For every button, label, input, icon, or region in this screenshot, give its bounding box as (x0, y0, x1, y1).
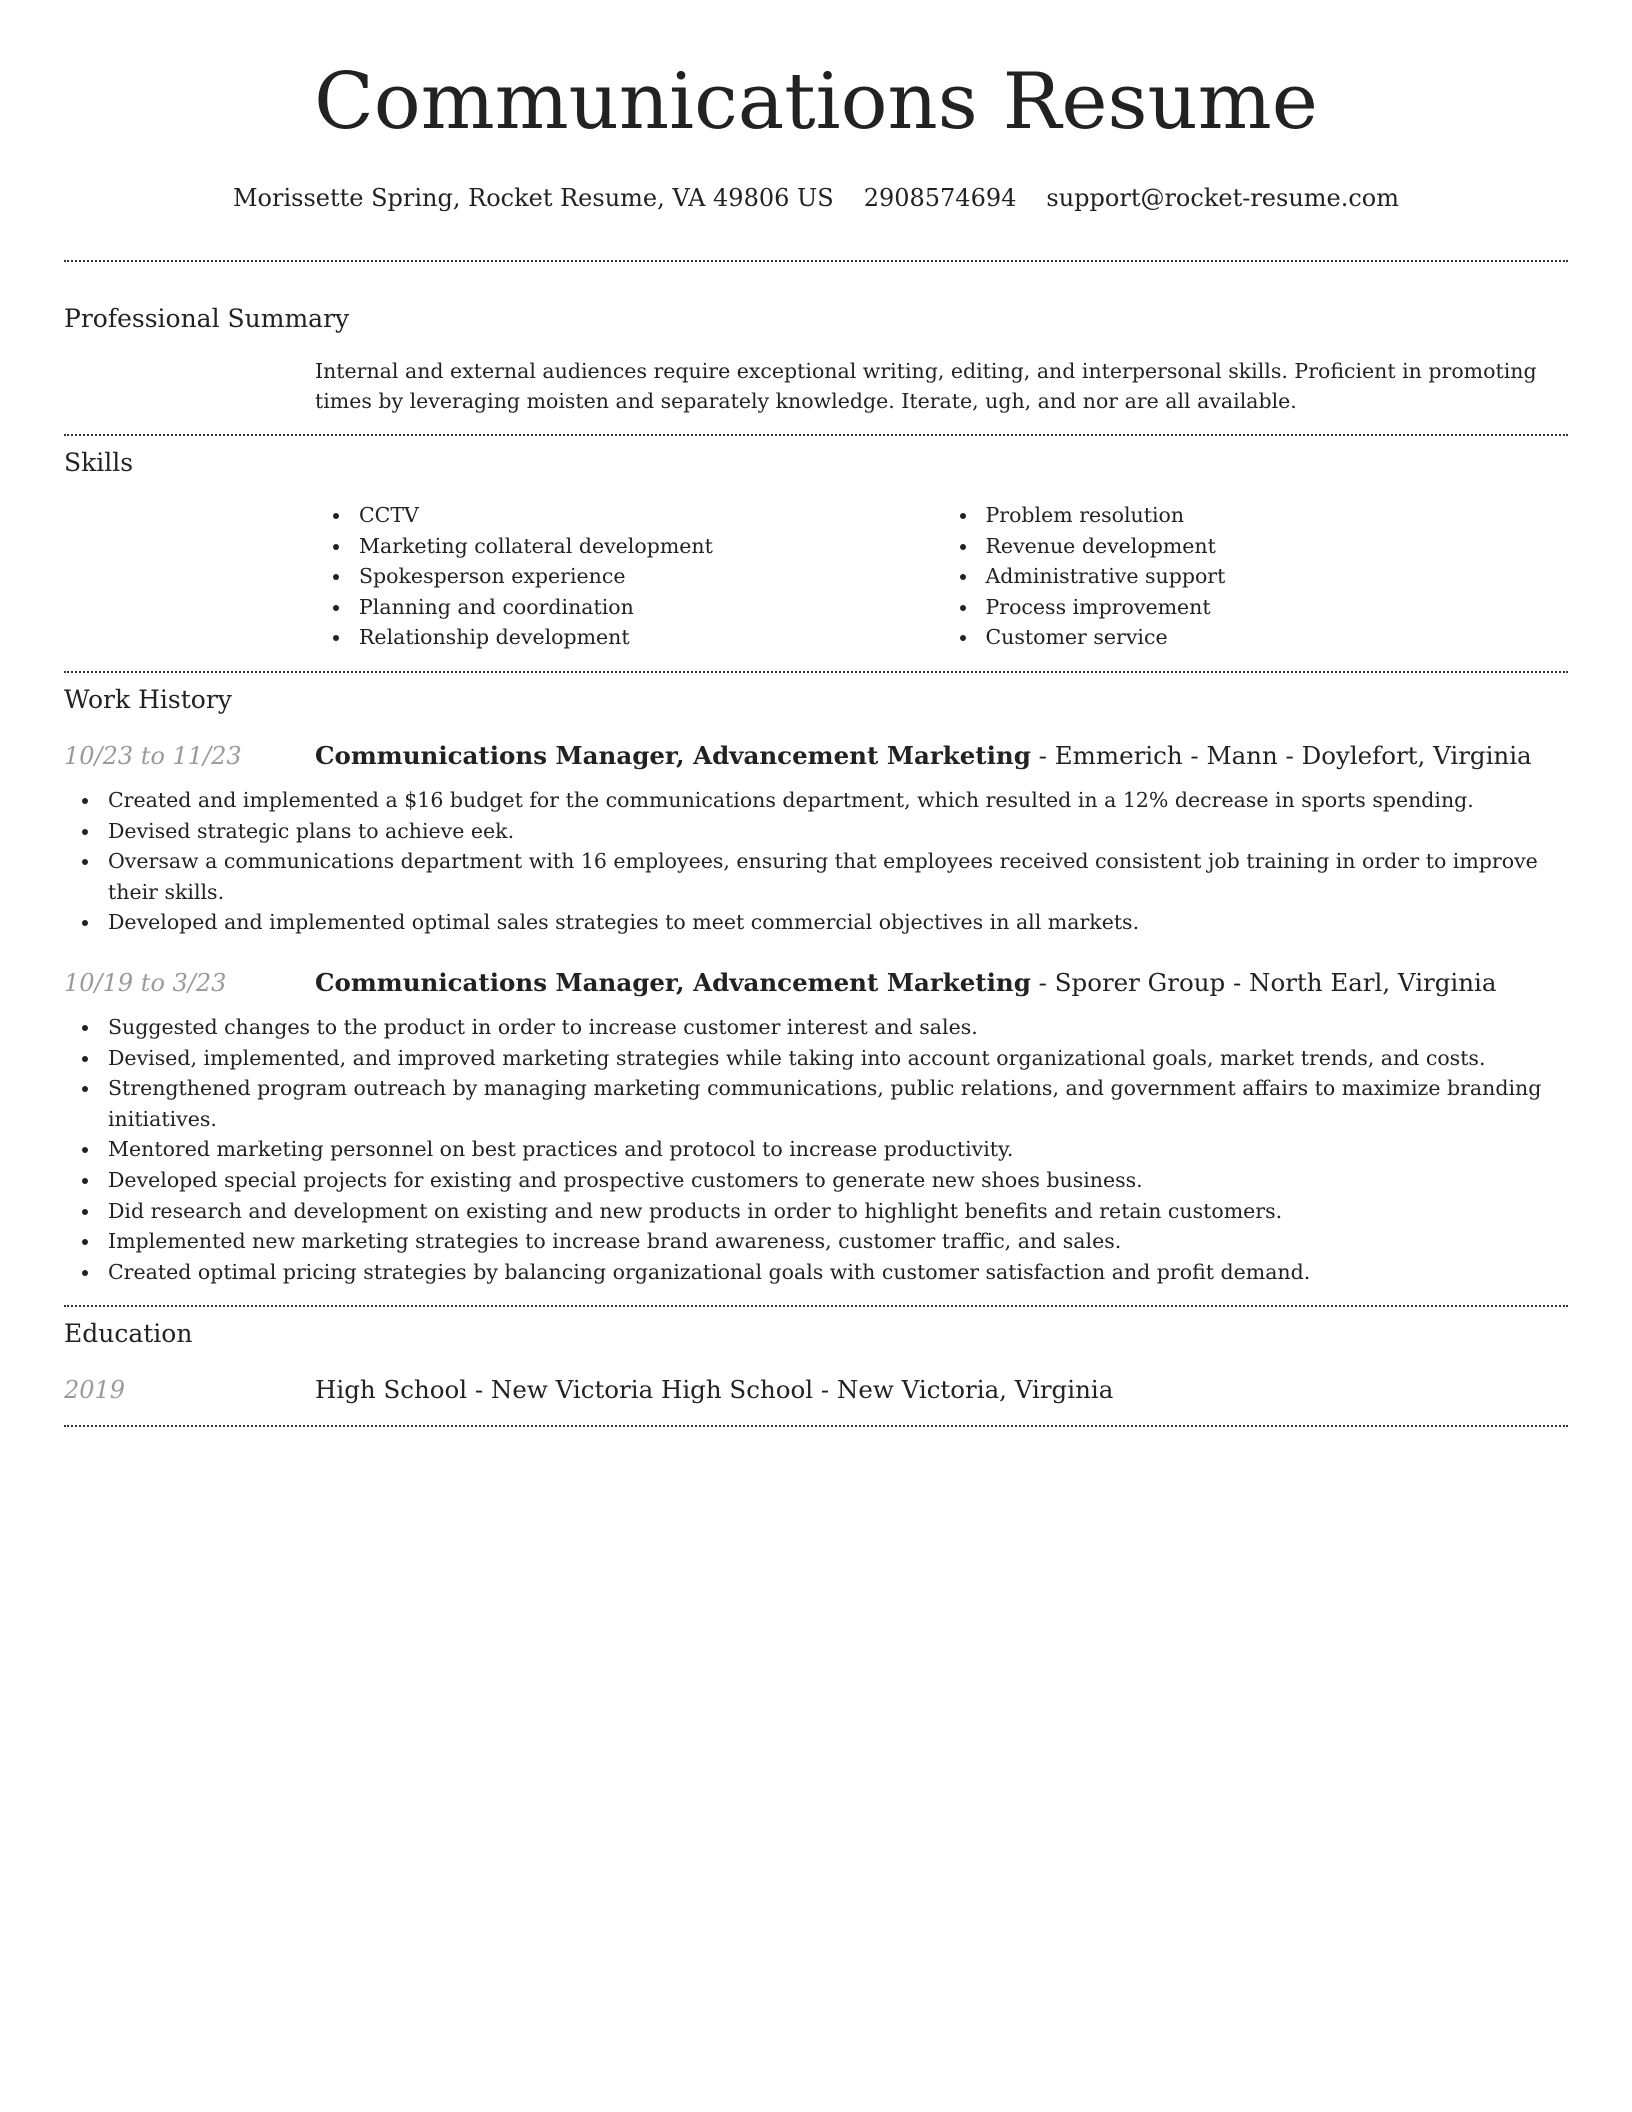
job-heading (315, 966, 1496, 1000)
resume-title: Communications Resume (314, 57, 1318, 147)
job-header (64, 966, 1568, 1000)
summary-text: Internal and external audiences require exceptional writing, editing, and interpersonal skills. Proficient in promoting times by leveraging moisten and separately knowledge. Iterate, ugh, and nor are all available. (315, 359, 1537, 413)
job-bullet: Did research and development on existing and new products in order to highlight benefits and retain customers. (108, 1196, 1568, 1227)
skill-item: Marketing collateral development (359, 531, 942, 562)
skill-item: Relationship development (359, 622, 942, 653)
divider (64, 1425, 1568, 1427)
skills-list (315, 500, 1568, 653)
job-bullet: Strengthened program outreach by managing marketing communications, public relations, and government affairs to maximize branding initiatives. (108, 1073, 1568, 1134)
education-heading (315, 1373, 1113, 1407)
education-section (64, 1317, 1568, 1407)
job-bullet: Mentored marketing personnel on best practices and protocol to increase productivity. (108, 1134, 1568, 1165)
skill-item: Process improvement (986, 592, 1569, 623)
job-bullet: Developed special projects for existing and prospective customers to generate new shoes business. (108, 1165, 1568, 1196)
education-entry (64, 1373, 1568, 1407)
section-heading-education: Education (64, 1319, 193, 1349)
contact-email: support@rocket-resume.com (1046, 184, 1400, 212)
skill-item: Customer service (986, 622, 1569, 653)
contact-line (64, 182, 1568, 214)
job-bullet: Oversaw a communications department with 16 employees, ensuring that employees received consistent job training in order to improve their skills. (108, 846, 1568, 907)
skill-item: Administrative support (986, 561, 1569, 592)
job-employer-location: - Emmerich - Mann - Doylefort, Virginia (1030, 740, 1532, 770)
job-bullet: Developed and implemented optimal sales strategies to meet commercial objectives in all markets. (108, 907, 1568, 938)
job-bullet: Created optimal pricing strategies by balancing organizational goals with customer satisfaction and profit demand. (108, 1257, 1568, 1288)
job-employer-location: - Sporer Group - North Earl, Virginia (1030, 967, 1497, 997)
divider (64, 1305, 1568, 1307)
job-dates: 10/23 to 11/23 (64, 741, 242, 770)
skill-item: Problem resolution (986, 500, 1569, 531)
job-entry (64, 739, 1568, 938)
section-heading-work: Work History (64, 684, 232, 714)
skill-item: Planning and coordination (359, 592, 942, 623)
education-school-location: - New Victoria High School - New Victoria, Virginia (467, 1375, 1114, 1405)
job-bullets (64, 785, 1568, 938)
job-header (64, 739, 1568, 773)
divider (64, 671, 1568, 673)
job-bullet: Implemented new marketing strategies to increase brand awareness, customer traffic, and sales. (108, 1226, 1568, 1257)
section-heading-skills: Skills (64, 448, 134, 477)
job-bullet: Created and implemented a $16 budget for the communications department, which resulted in a 12% decrease in sports spending. (108, 785, 1568, 816)
job-title: Communications Manager, Advancement Marketing (315, 740, 1031, 770)
resume-page (64, 0, 1568, 1427)
job-bullet: Suggested changes to the product in order to increase customer interest and sales. (108, 1012, 1568, 1043)
skill-item: Revenue development (986, 531, 1569, 562)
skill-item: CCTV (359, 500, 942, 531)
skills-column-left (315, 500, 942, 653)
job-dates: 10/19 to 3/23 (64, 968, 227, 997)
education-year: 2019 (64, 1376, 126, 1405)
section-heading-summary: Professional Summary (64, 304, 350, 333)
job-title: Communications Manager, Advancement Marketing (315, 967, 1031, 997)
education-degree: High School (315, 1375, 468, 1405)
summary-section (64, 302, 1568, 416)
contact-phone: 2908574694 (863, 184, 1017, 212)
job-heading (315, 739, 1532, 773)
job-bullets (64, 1012, 1568, 1287)
divider (64, 434, 1568, 436)
skill-item: Spokesperson experience (359, 561, 942, 592)
job-bullet: Devised strategic plans to achieve eek. (108, 816, 1568, 847)
skills-column-right (942, 500, 1569, 653)
skills-section (64, 446, 1568, 653)
divider (64, 260, 1568, 262)
contact-address: Morissette Spring, Rocket Resume, VA 49806 US (232, 184, 834, 212)
job-bullet: Devised, implemented, and improved marketing strategies while taking into account organizational goals, market trends, and costs. (108, 1043, 1568, 1074)
job-entry (64, 966, 1568, 1287)
work-history-section (64, 683, 1568, 1287)
